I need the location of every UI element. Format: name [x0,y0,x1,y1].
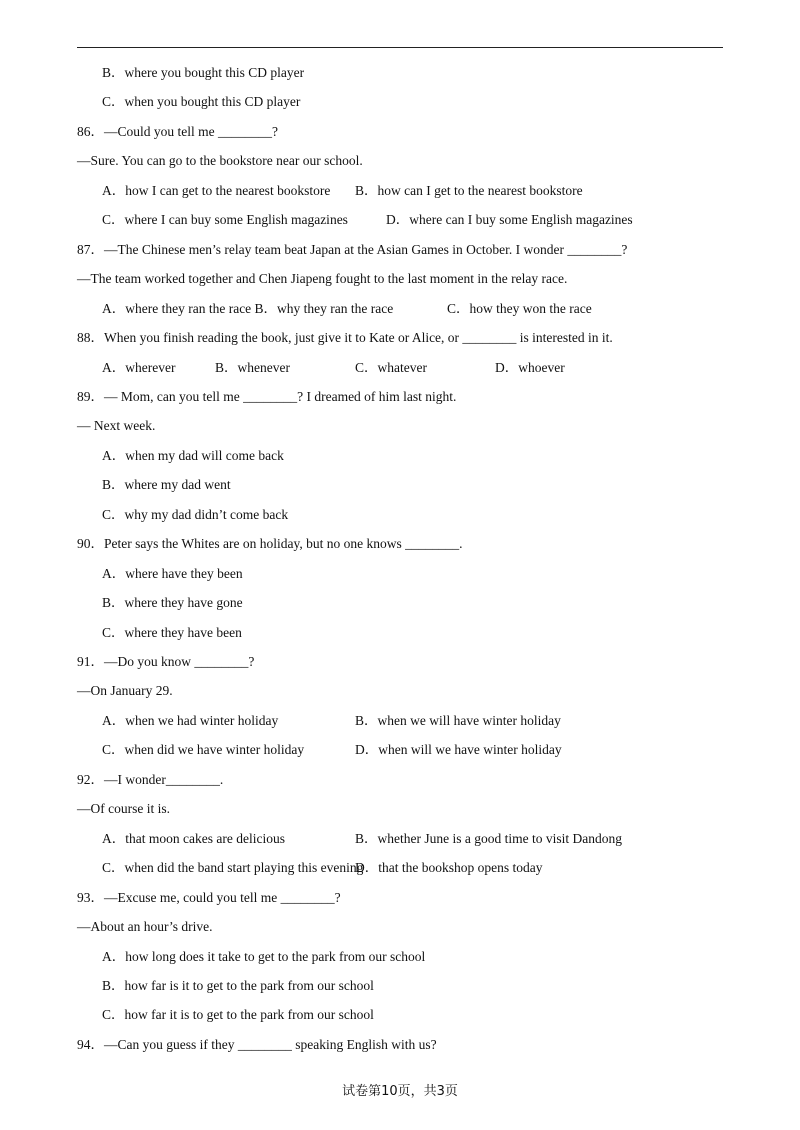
answer-option: B．where they have gone [102,595,243,611]
answer-option: A．that moon cakes are delicious [102,830,285,846]
answer-option: A．where they ran the race B．why they ran the race [102,300,394,316]
answer-option: D．that the bookshop opens today [355,860,543,876]
answer-option: A．how long does it take to get to the park from our school [102,948,426,964]
answer-option: B．where my dad went [102,477,231,493]
answer-option: B．how far is it to get to the park from our school [102,977,374,993]
question-stem: 86．—Could you tell me ________? [77,123,278,139]
answer-option: C．how they won the race [447,300,592,316]
answer-option: B．how can I get to the nearest bookstore [355,182,583,198]
answer-option: D．whoever [495,359,565,375]
answer-option: A．when we had winter holiday [102,712,279,728]
question-stem: 93．—Excuse me, could you tell me ________? [77,889,341,905]
answer-option: A．how I can get to the nearest bookstore [102,182,331,198]
answer-option: C．where I can buy some English magazines [102,212,348,228]
answer-option: C．whatever [355,359,427,375]
dialog-line: — Next week. [77,418,156,434]
answer-option: B．whether June is a good time to visit Dandong [355,830,622,846]
question-stem: 94．—Can you guess if they ________ speaking English with us? [77,1036,437,1052]
question-stem: 90．Peter says the Whites are on holiday, but no one knows ________. [77,536,463,552]
dialog-line: —About an hour’s drive. [77,919,213,935]
answer-option: C．when did we have winter holiday [102,742,305,758]
question-stem: 89．— Mom, can you tell me ________? I dreamed of him last night. [77,388,457,404]
question-stem: 92．—I wonder________. [77,771,224,787]
dialog-line: —On January 29. [77,683,173,699]
dialog-line: —The team worked together and Chen Jiapeng fought to the last moment in the relay race. [77,271,568,287]
dialog-line: —Sure. You can go to the bookstore near our school. [77,153,363,169]
answer-option: C．how far it is to get to the park from our school [102,1007,374,1023]
question-stem: 87．—The Chinese men’s relay team beat Japan at the Asian Games in October. I wonder ________? [77,241,628,257]
answer-option: B．when we will have winter holiday [355,712,561,728]
answer-option: A．wherever [102,359,176,375]
question-stem: 88．When you finish reading the book, just give it to Kate or Alice, or ________ is interested in it. [77,330,613,346]
answer-option: C．when did the band start playing this evening [102,860,364,876]
answer-option: C．why my dad didn’t come back [102,506,289,522]
header-rule [77,47,723,48]
page-footer: 试卷第10页，共3页 [342,1084,458,1099]
answer-option: B．where you bought this CD player [102,65,305,80]
answer-option: A．when my dad will come back [102,447,284,463]
dialog-line: —Of course it is. [77,801,170,817]
answer-option: A．where have they been [102,565,243,581]
answer-option: D．when will we have winter holiday [355,742,562,758]
answer-option: B．whenever [215,359,290,375]
answer-option: C．when you bought this CD player [102,94,301,110]
answer-option: C．where they have been [102,624,242,640]
question-stem: 91．—Do you know ________? [77,654,255,669]
answer-option: D．where can I buy some English magazines [386,212,633,228]
